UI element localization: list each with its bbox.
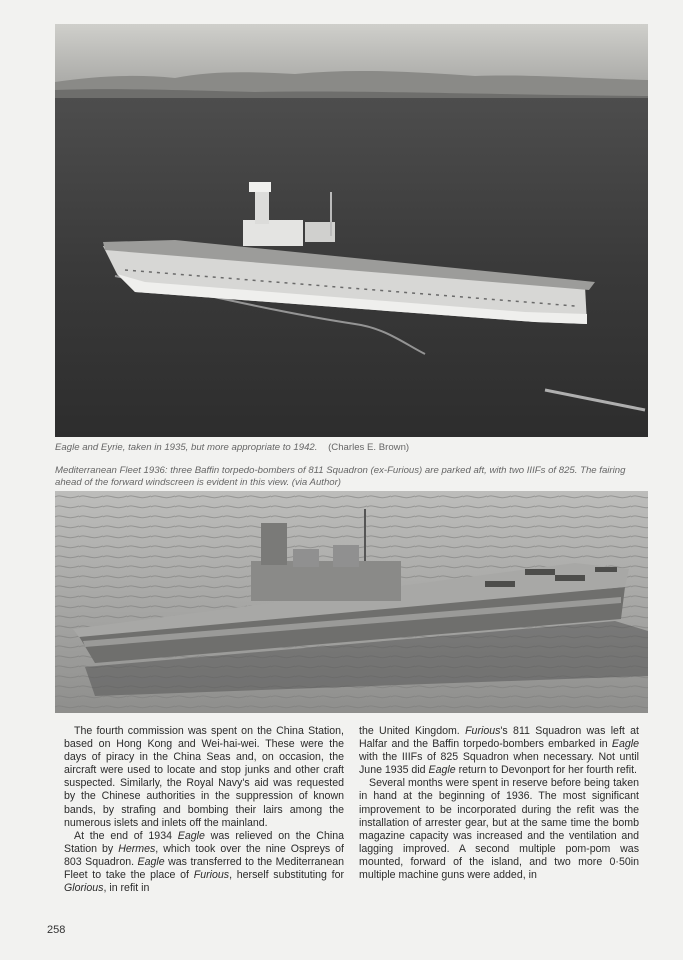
ship-name-hermes: Hermes — [118, 842, 156, 855]
text-run: with the IIIFs of 825 Squadron when necessary. Not until June 1935 did — [359, 751, 639, 777]
left-paragraph-1: The fourth commission was spent on the China Station, based on Hong Kong and Wei-hai-wei. These were the days of piracy in the China Seas and, on occasion, the aircraft were used to locate and stop junks and other craft suspected. Similarly, the Royal Navy's aid was requested by the Chinese authorities in the suppression of known bands, by strafing and bombing their lairs among the numerous islets and inlets off the mainland. — [64, 725, 344, 829]
text-run: the United Kingdom. — [359, 725, 466, 737]
body-column-left — [64, 725, 344, 895]
text-run: was relieved on the China Station by — [64, 829, 344, 855]
text-run: , which took over the nine Ospreys of 803 Squadron. — [64, 842, 345, 868]
photo1-caption — [55, 442, 651, 454]
photo2-caption-text: Mediterranean Fleet 1936: three Baffin torpedo-bombers of 811 Squadron (ex-Furious) are parked aft, with two IIIFs of 825. The fairing ahead of the forward windscreen is evident in this view. (via Author) — [55, 465, 626, 488]
ship-name-eagle: Eagle — [428, 764, 456, 777]
left-paragraph-2 — [64, 830, 344, 895]
ship-name-eagle: Eagle — [137, 855, 165, 868]
ship-name-eagle: Eagle — [611, 738, 639, 751]
text-run: return to Devonport for her fourth refit. — [455, 764, 637, 777]
text-run: was transferred to the Mediterranean Fleet to take the place of — [64, 855, 344, 882]
text-run: , herself substituting for — [229, 869, 344, 882]
body-column-right — [359, 725, 639, 882]
ship-name-furious: Furious — [193, 869, 230, 882]
photo-mediterranean-fleet — [55, 491, 648, 713]
page-number: 258 — [47, 924, 66, 936]
photo2-caption — [55, 465, 651, 489]
right-paragraph-2: Several months were spent in reserve before being taken in hand at the beginning of 1936. The most significant improvement to be incorporated during the refit was the installation of arrester gear, but at the same time the bomb magazine capacity was increased and the ventilation and lagging improved. A second multiple pom-pom was mounted, forward of the island, and two more 0·50in multiple machine guns were added, in — [359, 777, 639, 882]
photo1-caption-main: Eagle and Eyrie, taken in 1935, but more appropriate to 1942. — [55, 442, 318, 453]
text-run: , in refit in — [103, 882, 150, 895]
ship-name-furious: Furious — [465, 725, 501, 737]
ship-name-glorious: Glorious — [64, 882, 104, 895]
text-run: 's 811 Squadron was left at Halfar and the Baffin torpedo-bombers embarked in — [359, 725, 639, 751]
right-paragraph-1 — [359, 725, 639, 777]
text-run: At the end of 1934 — [74, 829, 178, 842]
photo1-caption-credit: (Charles E. Brown) — [328, 442, 410, 453]
ship-name-eagle: Eagle — [177, 829, 205, 842]
photo-eagle-at-sea — [55, 24, 648, 437]
